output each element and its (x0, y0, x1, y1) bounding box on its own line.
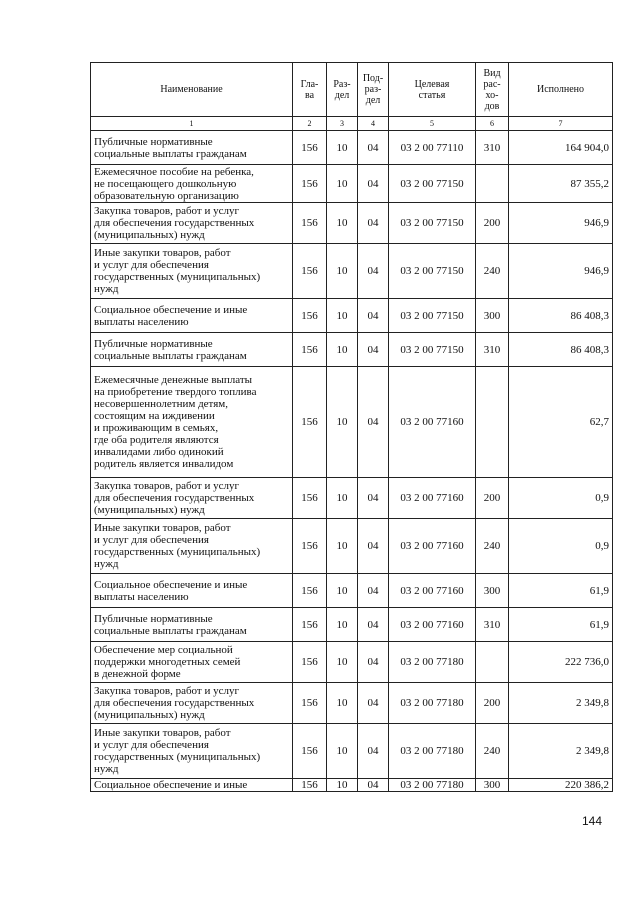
row-glava: 156 (293, 367, 327, 478)
row-amount: 946,9 (509, 203, 613, 244)
column-number: 2 (293, 117, 327, 131)
row-name: Публичные нормативные социальные выплаты гражданам (91, 333, 293, 367)
row-name: Обеспечение мер социальной поддержки многодетных семей в денежной форме (91, 642, 293, 683)
row-name: Публичные нормативные социальные выплаты гражданам (91, 131, 293, 165)
row-target: 03 2 00 77150 (389, 165, 476, 203)
row-name: Иные закупки товаров, работ и услуг для обеспечения государственных (муниципальных) нужд (91, 519, 293, 574)
row-razdel: 10 (327, 333, 358, 367)
row-podrazdel: 04 (358, 478, 389, 519)
header-glava: Гла- ва (293, 63, 327, 117)
table-header-row (91, 63, 613, 117)
column-number: 7 (509, 117, 613, 131)
row-razdel: 10 (327, 299, 358, 333)
row-amount: 86 408,3 (509, 299, 613, 333)
header-target: Целевая статья (389, 63, 476, 117)
row-podrazdel: 04 (358, 165, 389, 203)
row-amount: 61,9 (509, 574, 613, 608)
row-vid: 310 (476, 333, 509, 367)
row-name: Ежемесячное пособие на ребенка, не посещающего дошкольную образовательную организацию (91, 165, 293, 203)
row-name: Закупка товаров, работ и услуг для обеспечения государственных (муниципальных) нужд (91, 203, 293, 244)
row-amount: 86 408,3 (509, 333, 613, 367)
row-glava: 156 (293, 203, 327, 244)
row-glava: 156 (293, 131, 327, 165)
row-podrazdel: 04 (358, 299, 389, 333)
table-row (91, 519, 613, 574)
row-vid: 200 (476, 683, 509, 724)
row-razdel: 10 (327, 165, 358, 203)
row-amount: 61,9 (509, 608, 613, 642)
row-glava: 156 (293, 244, 327, 299)
row-glava: 156 (293, 574, 327, 608)
table-row (91, 779, 613, 792)
row-podrazdel: 04 (358, 608, 389, 642)
row-name: Ежемесячные денежные выплаты на приобретение твердого топлива несовершеннолетним детям, состоящим на иждивении и проживающим в семьях, где оба родителя являются инвалидами либо одинокий родитель является инвалидом (91, 367, 293, 478)
column-number: 3 (327, 117, 358, 131)
row-amount: 164 904,0 (509, 131, 613, 165)
row-amount: 2 349,8 (509, 724, 613, 779)
row-target: 03 2 00 77160 (389, 519, 476, 574)
row-razdel: 10 (327, 724, 358, 779)
row-razdel: 10 (327, 131, 358, 165)
row-name: Социальное обеспечение и иные выплаты населению (91, 299, 293, 333)
row-podrazdel: 04 (358, 131, 389, 165)
row-podrazdel: 04 (358, 367, 389, 478)
row-vid (476, 367, 509, 478)
row-target: 03 2 00 77180 (389, 642, 476, 683)
row-vid: 310 (476, 608, 509, 642)
row-podrazdel: 04 (358, 574, 389, 608)
row-target: 03 2 00 77150 (389, 244, 476, 299)
column-numbers-row (91, 117, 613, 131)
header-podrazdel: Под- раз- дел (358, 63, 389, 117)
row-podrazdel: 04 (358, 642, 389, 683)
row-glava: 156 (293, 165, 327, 203)
row-razdel: 10 (327, 244, 358, 299)
row-podrazdel: 04 (358, 779, 389, 792)
row-glava: 156 (293, 299, 327, 333)
row-glava: 156 (293, 608, 327, 642)
header-vid: Вид рас- хо- дов (476, 63, 509, 117)
row-razdel: 10 (327, 203, 358, 244)
table-row (91, 642, 613, 683)
row-podrazdel: 04 (358, 519, 389, 574)
row-glava: 156 (293, 683, 327, 724)
budget-table (90, 62, 613, 792)
row-vid: 300 (476, 574, 509, 608)
row-name: Закупка товаров, работ и услуг для обеспечения государственных (муниципальных) нужд (91, 478, 293, 519)
row-vid: 240 (476, 724, 509, 779)
row-target: 03 2 00 77160 (389, 608, 476, 642)
row-vid: 240 (476, 244, 509, 299)
row-target: 03 2 00 77150 (389, 333, 476, 367)
row-target: 03 2 00 77160 (389, 574, 476, 608)
row-amount: 946,9 (509, 244, 613, 299)
table-row (91, 367, 613, 478)
row-target: 03 2 00 77160 (389, 478, 476, 519)
row-amount: 0,9 (509, 478, 613, 519)
row-razdel: 10 (327, 574, 358, 608)
table-row (91, 608, 613, 642)
row-amount: 220 386,2 (509, 779, 613, 792)
row-vid: 200 (476, 478, 509, 519)
row-podrazdel: 04 (358, 683, 389, 724)
row-name: Публичные нормативные социальные выплаты гражданам (91, 608, 293, 642)
row-vid: 300 (476, 779, 509, 792)
row-glava: 156 (293, 642, 327, 683)
table-row (91, 131, 613, 165)
row-target: 03 2 00 77180 (389, 683, 476, 724)
column-number: 1 (91, 117, 293, 131)
row-glava: 156 (293, 478, 327, 519)
row-razdel: 10 (327, 367, 358, 478)
table-row (91, 299, 613, 333)
row-vid: 300 (476, 299, 509, 333)
row-glava: 156 (293, 333, 327, 367)
row-name: Закупка товаров, работ и услуг для обеспечения государственных (муниципальных) нужд (91, 683, 293, 724)
row-razdel: 10 (327, 683, 358, 724)
table-row (91, 203, 613, 244)
row-amount: 222 736,0 (509, 642, 613, 683)
table-row (91, 333, 613, 367)
row-vid: 200 (476, 203, 509, 244)
row-target: 03 2 00 77150 (389, 299, 476, 333)
header-executed: Исполнено (509, 63, 613, 117)
row-target: 03 2 00 77180 (389, 779, 476, 792)
table-row (91, 574, 613, 608)
row-amount: 87 355,2 (509, 165, 613, 203)
row-name: Иные закупки товаров, работ и услуг для обеспечения государственных (муниципальных) нужд (91, 724, 293, 779)
row-name: Социальное обеспечение и иные (91, 779, 293, 792)
row-amount: 0,9 (509, 519, 613, 574)
row-glava: 156 (293, 779, 327, 792)
row-amount: 2 349,8 (509, 683, 613, 724)
row-target: 03 2 00 77160 (389, 367, 476, 478)
row-vid: 310 (476, 131, 509, 165)
column-number: 4 (358, 117, 389, 131)
table-row (91, 683, 613, 724)
row-razdel: 10 (327, 779, 358, 792)
page-number: 144 (581, 814, 602, 828)
row-podrazdel: 04 (358, 333, 389, 367)
row-glava: 156 (293, 724, 327, 779)
header-name: Наименование (91, 63, 293, 117)
header-razdel: Раз- дел (327, 63, 358, 117)
table-row (91, 724, 613, 779)
row-vid (476, 642, 509, 683)
row-razdel: 10 (327, 608, 358, 642)
row-podrazdel: 04 (358, 724, 389, 779)
row-name: Социальное обеспечение и иные выплаты населению (91, 574, 293, 608)
column-number: 5 (389, 117, 476, 131)
table-body (91, 131, 613, 792)
column-number: 6 (476, 117, 509, 131)
row-name: Иные закупки товаров, работ и услуг для обеспечения государственных (муниципальных) нужд (91, 244, 293, 299)
row-amount: 62,7 (509, 367, 613, 478)
row-vid (476, 165, 509, 203)
row-target: 03 2 00 77180 (389, 724, 476, 779)
table-row (91, 244, 613, 299)
row-razdel: 10 (327, 478, 358, 519)
row-target: 03 2 00 77150 (389, 203, 476, 244)
row-podrazdel: 04 (358, 203, 389, 244)
table-row (91, 165, 613, 203)
row-glava: 156 (293, 519, 327, 574)
row-podrazdel: 04 (358, 244, 389, 299)
row-vid: 240 (476, 519, 509, 574)
row-razdel: 10 (327, 519, 358, 574)
row-target: 03 2 00 77110 (389, 131, 476, 165)
table-row (91, 478, 613, 519)
row-razdel: 10 (327, 642, 358, 683)
